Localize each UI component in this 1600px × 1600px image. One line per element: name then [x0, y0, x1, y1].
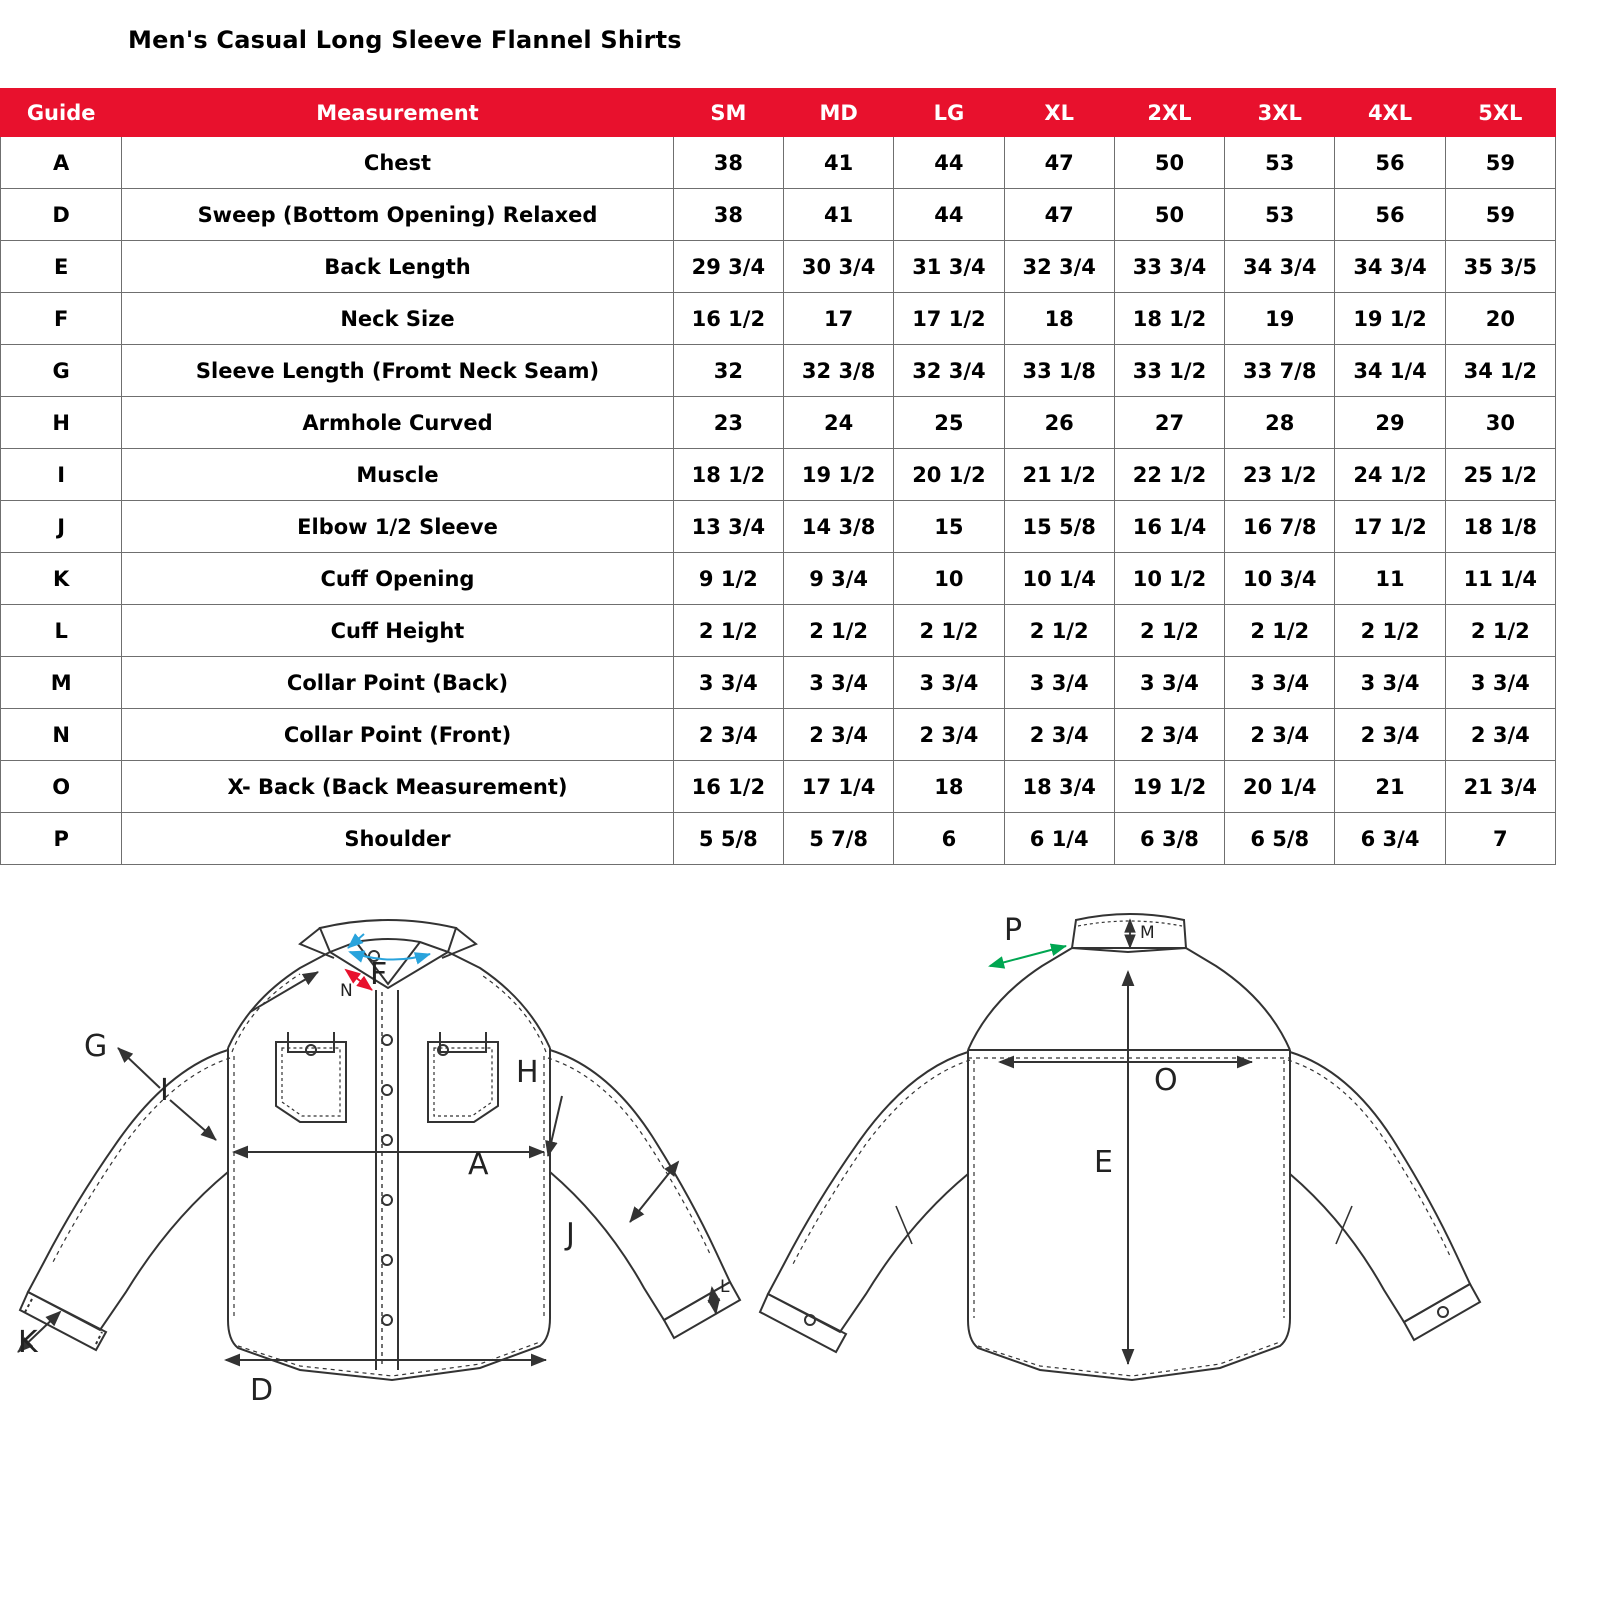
- cell-4xl: 56: [1335, 189, 1445, 241]
- cell-sm: 16 1/2: [673, 293, 783, 345]
- row-guide: L: [1, 605, 122, 657]
- cell-5xl: 30: [1445, 397, 1555, 449]
- cell-xl: 47: [1004, 189, 1114, 241]
- label-i: I: [160, 1073, 169, 1108]
- cell-4xl: 24 1/2: [1335, 449, 1445, 501]
- row-guide: G: [1, 345, 122, 397]
- cell-sm: 16 1/2: [673, 761, 783, 813]
- cell-5xl: 21 3/4: [1445, 761, 1555, 813]
- row-measurement: Muscle: [122, 449, 673, 501]
- row-measurement: Collar Point (Front): [122, 709, 673, 761]
- cell-lg: 2 3/4: [894, 709, 1004, 761]
- table-row: [1, 137, 1556, 189]
- cell-sm: 38: [673, 137, 783, 189]
- label-j: J: [566, 1217, 575, 1252]
- cell-xl: 32 3/4: [1004, 241, 1114, 293]
- row-guide: F: [1, 293, 122, 345]
- cell-sm: 9 1/2: [673, 553, 783, 605]
- cell-3xl: 19: [1225, 293, 1335, 345]
- cell-5xl: 59: [1445, 189, 1555, 241]
- cell-2xl: 6 3/8: [1114, 813, 1224, 865]
- cell-md: 9 3/4: [783, 553, 893, 605]
- cell-5xl: 2 1/2: [1445, 605, 1555, 657]
- cell-4xl: 6 3/4: [1335, 813, 1445, 865]
- cell-lg: 15: [894, 501, 1004, 553]
- label-h: H: [516, 1055, 539, 1090]
- cell-lg: 10: [894, 553, 1004, 605]
- cell-xl: 3 3/4: [1004, 657, 1114, 709]
- row-guide: I: [1, 449, 122, 501]
- front-labels: [18, 957, 730, 1408]
- cell-lg: 20 1/2: [894, 449, 1004, 501]
- cell-4xl: 34 3/4: [1335, 241, 1445, 293]
- cell-md: 2 1/2: [783, 605, 893, 657]
- cell-3xl: 16 7/8: [1225, 501, 1335, 553]
- cell-lg: 17 1/2: [894, 293, 1004, 345]
- cell-2xl: 50: [1114, 189, 1224, 241]
- cell-2xl: 2 3/4: [1114, 709, 1224, 761]
- row-guide: N: [1, 709, 122, 761]
- row-guide: H: [1, 397, 122, 449]
- row-measurement: Cuff Opening: [122, 553, 673, 605]
- cell-lg: 6: [894, 813, 1004, 865]
- shirt-back-illustration: [760, 914, 1480, 1380]
- cell-2xl: 27: [1114, 397, 1224, 449]
- cell-sm: 18 1/2: [673, 449, 783, 501]
- cell-4xl: 11: [1335, 553, 1445, 605]
- table-row: [1, 813, 1556, 865]
- cell-md: 41: [783, 189, 893, 241]
- cell-3xl: 20 1/4: [1225, 761, 1335, 813]
- cell-3xl: 34 3/4: [1225, 241, 1335, 293]
- cell-xl: 15 5/8: [1004, 501, 1114, 553]
- cell-5xl: 11 1/4: [1445, 553, 1555, 605]
- table-row: [1, 397, 1556, 449]
- cell-4xl: 34 1/4: [1335, 345, 1445, 397]
- cell-sm: 29 3/4: [673, 241, 783, 293]
- cell-lg: 2 1/2: [894, 605, 1004, 657]
- cell-3xl: 6 5/8: [1225, 813, 1335, 865]
- cell-2xl: 33 1/2: [1114, 345, 1224, 397]
- cell-sm: 32: [673, 345, 783, 397]
- cell-2xl: 2 1/2: [1114, 605, 1224, 657]
- cell-md: 32 3/8: [783, 345, 893, 397]
- cell-md: 24: [783, 397, 893, 449]
- cell-3xl: 53: [1225, 189, 1335, 241]
- cell-sm: 23: [673, 397, 783, 449]
- row-measurement: Sleeve Length (Fromt Neck Seam): [122, 345, 673, 397]
- column-header-guide: Guide: [1, 89, 122, 137]
- cell-2xl: 50: [1114, 137, 1224, 189]
- cell-3xl: 2 1/2: [1225, 605, 1335, 657]
- row-measurement: Back Length: [122, 241, 673, 293]
- label-d: D: [250, 1373, 274, 1408]
- row-measurement: Sweep (Bottom Opening) Relaxed: [122, 189, 673, 241]
- cell-xl: 2 3/4: [1004, 709, 1114, 761]
- table-row: [1, 761, 1556, 813]
- label-p: P: [1004, 913, 1023, 948]
- cell-4xl: 56: [1335, 137, 1445, 189]
- column-header-lg: LG: [894, 89, 1004, 137]
- row-measurement: X- Back (Back Measurement): [122, 761, 673, 813]
- cell-xl: 18 3/4: [1004, 761, 1114, 813]
- row-measurement: Cuff Height: [122, 605, 673, 657]
- cell-lg: 25: [894, 397, 1004, 449]
- cell-4xl: 2 1/2: [1335, 605, 1445, 657]
- row-guide: E: [1, 241, 122, 293]
- row-guide: O: [1, 761, 122, 813]
- label-k: K: [18, 1325, 38, 1360]
- table-row: [1, 449, 1556, 501]
- cell-md: 19 1/2: [783, 449, 893, 501]
- table-row: [1, 345, 1556, 397]
- row-measurement: Collar Point (Back): [122, 657, 673, 709]
- table-row: [1, 501, 1556, 553]
- cell-3xl: 28: [1225, 397, 1335, 449]
- row-measurement: Chest: [122, 137, 673, 189]
- cell-5xl: 3 3/4: [1445, 657, 1555, 709]
- cell-xl: 18: [1004, 293, 1114, 345]
- label-l: L: [720, 1277, 730, 1297]
- cell-4xl: 29: [1335, 397, 1445, 449]
- row-measurement: Neck Size: [122, 293, 673, 345]
- cell-sm: 13 3/4: [673, 501, 783, 553]
- row-guide: D: [1, 189, 122, 241]
- cell-xl: 6 1/4: [1004, 813, 1114, 865]
- label-g: G: [84, 1029, 108, 1064]
- row-measurement: Shoulder: [122, 813, 673, 865]
- table-row: [1, 657, 1556, 709]
- column-header-md: MD: [783, 89, 893, 137]
- cell-5xl: 2 3/4: [1445, 709, 1555, 761]
- cell-5xl: 34 1/2: [1445, 345, 1555, 397]
- cell-3xl: 53: [1225, 137, 1335, 189]
- cell-3xl: 33 7/8: [1225, 345, 1335, 397]
- cell-3xl: 23 1/2: [1225, 449, 1335, 501]
- cell-sm: 3 3/4: [673, 657, 783, 709]
- cell-5xl: 25 1/2: [1445, 449, 1555, 501]
- cell-md: 5 7/8: [783, 813, 893, 865]
- column-header-measurement: Measurement: [122, 89, 673, 137]
- cell-4xl: 21: [1335, 761, 1445, 813]
- cell-3xl: 10 3/4: [1225, 553, 1335, 605]
- back-labels: [1004, 913, 1178, 1180]
- cell-lg: 31 3/4: [894, 241, 1004, 293]
- label-o: O: [1154, 1063, 1178, 1098]
- cell-sm: 2 1/2: [673, 605, 783, 657]
- cell-3xl: 2 3/4: [1225, 709, 1335, 761]
- cell-xl: 47: [1004, 137, 1114, 189]
- back-shoulder-arrow-p: [990, 946, 1066, 966]
- front-dimension-arrows: [18, 972, 716, 1360]
- label-a: A: [468, 1147, 489, 1182]
- column-header-3xl: 3XL: [1225, 89, 1335, 137]
- cell-xl: 2 1/2: [1004, 605, 1114, 657]
- cell-sm: 5 5/8: [673, 813, 783, 865]
- cell-2xl: 10 1/2: [1114, 553, 1224, 605]
- row-guide: M: [1, 657, 122, 709]
- cell-lg: 18: [894, 761, 1004, 813]
- cell-xl: 10 1/4: [1004, 553, 1114, 605]
- row-measurement: Elbow 1/2 Sleeve: [122, 501, 673, 553]
- cell-sm: 2 3/4: [673, 709, 783, 761]
- measurement-diagram: [0, 900, 1600, 1600]
- cell-5xl: 18 1/8: [1445, 501, 1555, 553]
- table-row: [1, 553, 1556, 605]
- size-chart-table: [0, 88, 1556, 865]
- row-guide: P: [1, 813, 122, 865]
- row-measurement: Armhole Curved: [122, 397, 673, 449]
- cell-4xl: 17 1/2: [1335, 501, 1445, 553]
- cell-md: 41: [783, 137, 893, 189]
- cell-5xl: 7: [1445, 813, 1555, 865]
- cell-xl: 26: [1004, 397, 1114, 449]
- cell-2xl: 18 1/2: [1114, 293, 1224, 345]
- column-header-sm: SM: [673, 89, 783, 137]
- label-m: M: [1140, 923, 1155, 943]
- column-header-2xl: 2XL: [1114, 89, 1224, 137]
- cell-4xl: 19 1/2: [1335, 293, 1445, 345]
- table-header-row: [1, 89, 1556, 137]
- cell-2xl: 3 3/4: [1114, 657, 1224, 709]
- cell-md: 3 3/4: [783, 657, 893, 709]
- cell-lg: 44: [894, 137, 1004, 189]
- cell-2xl: 22 1/2: [1114, 449, 1224, 501]
- cell-sm: 38: [673, 189, 783, 241]
- column-header-xl: XL: [1004, 89, 1114, 137]
- cell-5xl: 20: [1445, 293, 1555, 345]
- label-e: E: [1094, 1145, 1113, 1180]
- table-row: [1, 293, 1556, 345]
- cell-lg: 3 3/4: [894, 657, 1004, 709]
- column-header-5xl: 5XL: [1445, 89, 1555, 137]
- cell-xl: 33 1/8: [1004, 345, 1114, 397]
- cell-5xl: 59: [1445, 137, 1555, 189]
- cell-md: 14 3/8: [783, 501, 893, 553]
- row-guide: A: [1, 137, 122, 189]
- cell-md: 17 1/4: [783, 761, 893, 813]
- table-row: [1, 605, 1556, 657]
- page-title: Men's Casual Long Sleeve Flannel Shirts: [128, 26, 682, 54]
- cell-lg: 32 3/4: [894, 345, 1004, 397]
- cell-4xl: 2 3/4: [1335, 709, 1445, 761]
- table-row: [1, 241, 1556, 293]
- cell-2xl: 33 3/4: [1114, 241, 1224, 293]
- row-guide: J: [1, 501, 122, 553]
- cell-md: 30 3/4: [783, 241, 893, 293]
- column-header-4xl: 4XL: [1335, 89, 1445, 137]
- cell-2xl: 16 1/4: [1114, 501, 1224, 553]
- cell-2xl: 19 1/2: [1114, 761, 1224, 813]
- table-row: [1, 709, 1556, 761]
- cell-3xl: 3 3/4: [1225, 657, 1335, 709]
- cell-5xl: 35 3/5: [1445, 241, 1555, 293]
- cell-xl: 21 1/2: [1004, 449, 1114, 501]
- row-guide: K: [1, 553, 122, 605]
- label-n: N: [340, 981, 353, 1001]
- cell-md: 17: [783, 293, 893, 345]
- cell-md: 2 3/4: [783, 709, 893, 761]
- table-row: [1, 189, 1556, 241]
- cell-4xl: 3 3/4: [1335, 657, 1445, 709]
- label-f: F: [370, 957, 388, 992]
- cell-lg: 44: [894, 189, 1004, 241]
- back-dimension-arrows: [1000, 972, 1252, 1364]
